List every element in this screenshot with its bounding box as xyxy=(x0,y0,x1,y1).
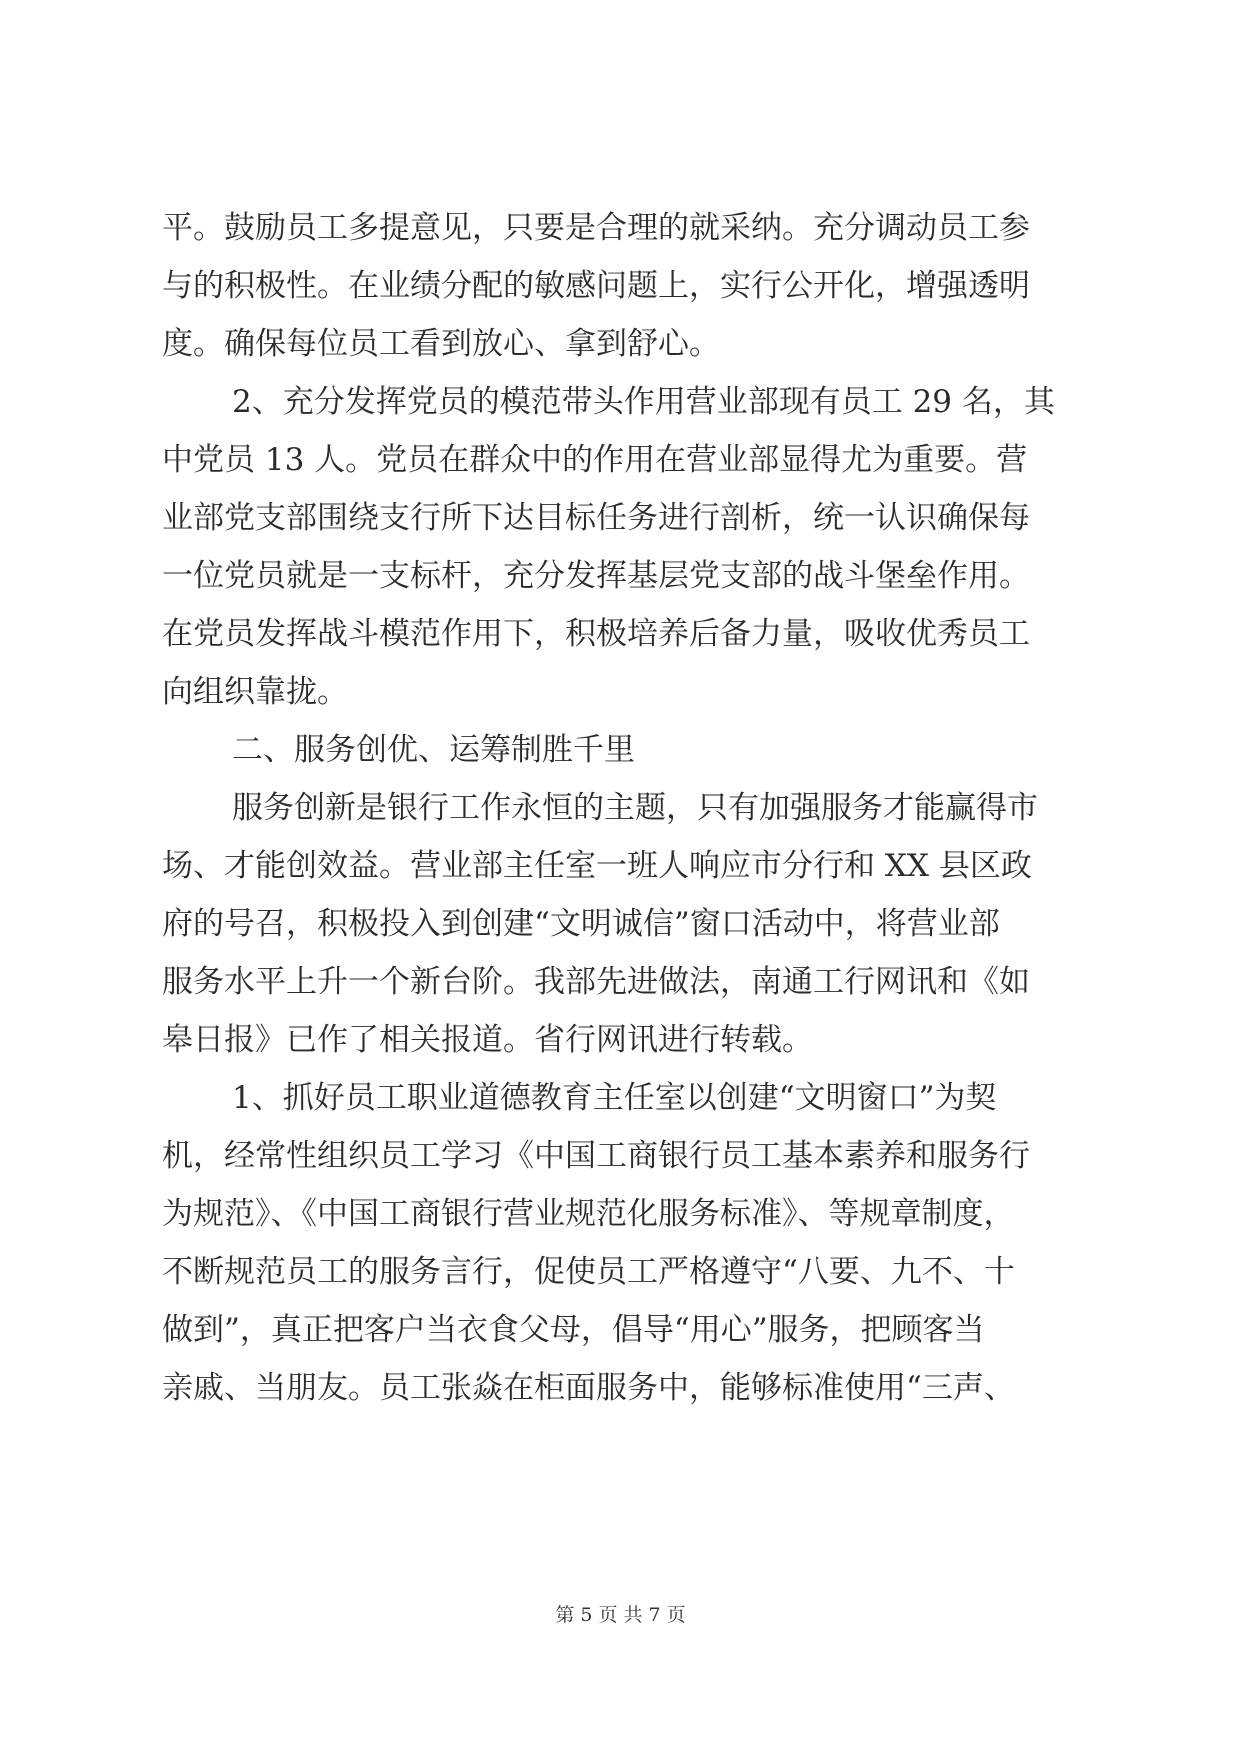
text-line: 向组织靠拢。 xyxy=(162,674,348,710)
text-line: 业部党支部围绕支行所下达目标任务进行剖析，统一认识确保每 xyxy=(162,500,1030,536)
text-line: 与的积极性。在业绩分配的敏感问题上，实行公开化，增强透明 xyxy=(162,268,1030,304)
text-line: 度。确保每位员工看到放心、拿到舒心。 xyxy=(162,326,720,362)
text-line: 机，经常性组织员工学习《中国工商银行员工基本素养和服务行 xyxy=(162,1138,1030,1174)
text-line: 不断规范员工的服务言行，促使员工严格遵守“八要、九不、十 xyxy=(162,1254,1015,1290)
section-heading: 二、服务创优、运筹制胜千里 xyxy=(232,732,635,768)
text-line: 为规范》、《中国工商银行营业规范化服务标准》、等规章制度， xyxy=(162,1196,1015,1232)
text-line: 皋日报》已作了相关报道。省行网讯进行转载。 xyxy=(162,1022,813,1058)
text-line: 在党员发挥战斗模范作用下，积极培养后备力量，吸收优秀员工 xyxy=(162,616,1030,652)
text-line: 中党员 13 人。党员在群众中的作用在营业部显得尤为重要。营 xyxy=(162,442,1028,478)
text-line: 服务创新是银行工作永恒的主题，只有加强服务才能赢得市 xyxy=(232,790,1038,826)
text-line: 1、抓好员工职业道德教育主任室以创建“文明窗口”为契 xyxy=(232,1080,997,1116)
page-footer: 第 5 页 共 7 页 xyxy=(555,1604,686,1626)
text-line: 平。鼓励员工多提意见，只要是合理的就采纳。充分调动员工参 xyxy=(162,210,1030,246)
text-line: 一位党员就是一支标杆，充分发挥基层党支部的战斗堡垒作用。 xyxy=(162,558,1030,594)
text-line: 做到”，真正把客户当衣食父母，倡导“用心”服务，把顾客当 xyxy=(162,1312,985,1348)
text-line: 亲戚、当朋友。员工张焱在柜面服务中，能够标准使用“三声、 xyxy=(162,1370,1015,1406)
text-line: 服务水平上升一个新台阶。我部先进做法，南通工行网讯和《如 xyxy=(162,964,1030,1000)
text-line: 场、才能创效益。营业部主任室一班人响应市分行和 XX 县区政 xyxy=(162,848,1032,884)
text-line: 府的号召，积极投入到创建“文明诚信”窗口活动中，将营业部 xyxy=(162,906,1000,942)
text-line: 2、充分发挥党员的模范带头作用营业部现有员工 29 名，其 xyxy=(232,384,1055,420)
